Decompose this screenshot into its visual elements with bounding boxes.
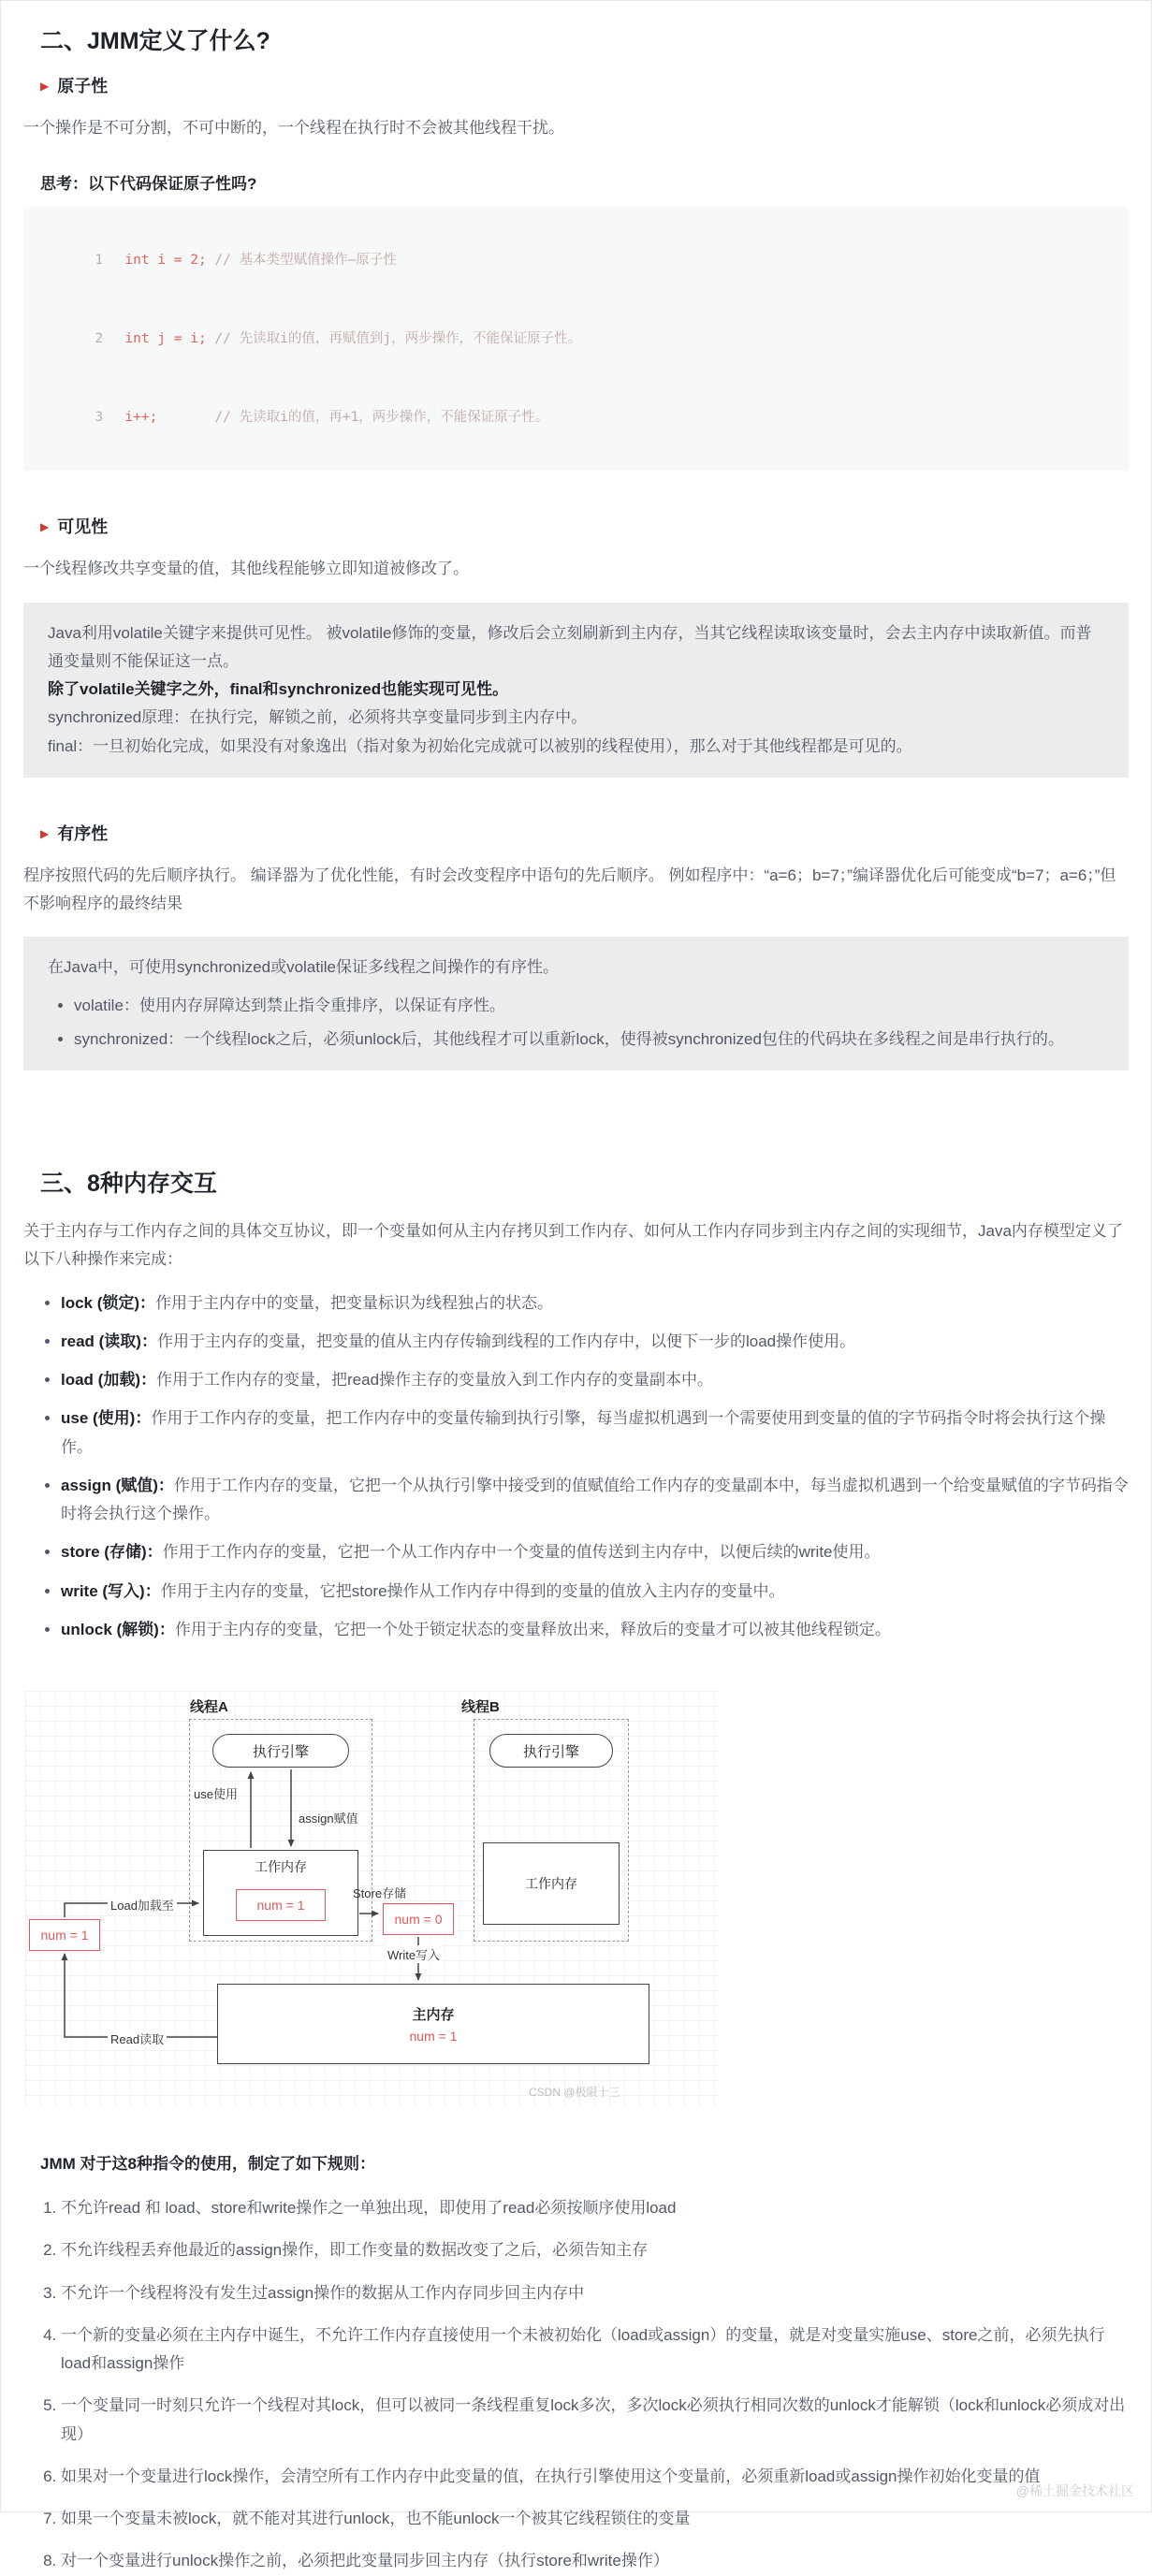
operation-term: lock (锁定)： [61, 1293, 156, 1312]
memory-operations-list [23, 1289, 1129, 1645]
rule-item: 1. 不允许read 和 load、store和write操作之一单独出现，即使用了read必须按顺序使用load [61, 2194, 1129, 2222]
operation-item [61, 1578, 1129, 1606]
code-comment: // 先读取i的值，再+1，两步操作，不能保证原子性。 [206, 410, 549, 426]
code-line-number: 3 [95, 410, 104, 426]
ordering-paragraph: 程序按照代码的先后顺序执行。 编译器为了优化性能，有时会改变程序中语句的先后顺序。 例如程序中：“a=6；b=7；”编译器优化后可能变成“b=7；a=6；”但不影响程序的最终结果 [23, 866, 1116, 912]
quote-intro: 在Java中，可使用synchronized或volatile保证多线程之间操作的有序性。 [48, 958, 559, 977]
use-arrow-label: use使用 [194, 1787, 238, 1801]
operation-desc: 作用于工作内存的变量，把工作内存中的变量传输到执行引擎，每当虚拟机遇到一个需要使用到变量的值的字节码指令时将会执行这个操作。 [61, 1409, 1106, 1456]
visibility-quote-box [23, 603, 1129, 778]
operation-term: load (加载)： [61, 1371, 156, 1389]
operation-item [61, 1472, 1129, 1529]
rule-item: 8. 对一个变量进行unlock操作之前，必须把此变量同步回主内存（执行store和write操作） [61, 2547, 1129, 2575]
quote-bullet: • volatile：使用内存屏障达到禁止指令重排序，以保证有序性。 [74, 992, 1104, 1020]
operation-term: read (读取)： [61, 1332, 157, 1350]
rule-item: 7. 如果一个变量未被lock，就不能对其进行unlock，也不能unlock一个被其它线程锁住的变量 [61, 2505, 1129, 2533]
thread-a-label: 线程A [190, 1699, 228, 1715]
num-value-box-a: num = 1 [236, 1889, 326, 1921]
section2-title: 二、JMM定义了什么? [40, 28, 270, 54]
thread-b-label: 线程B [461, 1699, 500, 1715]
heading-visibility-text: 可见性 [57, 517, 109, 537]
section3-title: 三、8种内存交互 [40, 1171, 217, 1197]
store-arrow-label: Store存储 [353, 1886, 407, 1900]
heading-atomicity-text: 原子性 [57, 77, 109, 95]
rules-title: JMM 对于这8种指令的使用，制定了如下规则： [40, 2155, 375, 2173]
operation-term: use (使用)： [61, 1409, 152, 1428]
operation-desc: 作用于主内存的变量，它把store操作从工作内存中得到的变量的值放入主内存的变量中。 [160, 1581, 785, 1600]
quote-line-bold: 除了volatile关键字之外，final和synchronized也能实现可见性。 [48, 680, 509, 698]
code-comment: // 基本类型赋值操作—原子性 [206, 253, 397, 269]
operation-desc: 作用于主内存的变量，把变量的值从主内存传输到线程的工作内存中，以便下一步的load操作使用。 [156, 1332, 856, 1350]
code-line [46, 299, 1106, 378]
operation-term: unlock (解锁)： [61, 1620, 175, 1638]
operation-item [61, 1616, 1129, 1644]
code-line-number: 1 [95, 253, 104, 269]
code-text: int i = 2; [124, 253, 207, 269]
triangle-marker-icon: ▶ [40, 826, 50, 840]
operation-term: assign (赋值)： [61, 1476, 174, 1494]
operation-desc: 作用于主内存的变量，它把一个处于锁定状态的变量释放出来，释放后的变量才可以被其他线程锁定。 [174, 1620, 891, 1638]
rule-item: 3. 不允许一个线程将没有发生过assign操作的数据从工作内存同步回主内存中 [61, 2279, 1129, 2307]
main-memory-box [217, 1984, 649, 2064]
atomicity-paragraph: 一个操作是不可分割，不可中断的，一个线程在执行时不会被其他线程干扰。 [23, 119, 564, 137]
operation-item [61, 1366, 1129, 1394]
rule-item: 2. 不允许线程丢弃他最近的assign操作，即工作变量的数据改变了之后，必须告知主存 [61, 2236, 1129, 2264]
rules-list [23, 2194, 1129, 2576]
operation-term: write (写入)： [61, 1581, 161, 1600]
execution-engine-a-box: 执行引擎 [212, 1734, 349, 1768]
working-memory-b-box: 工作内存 [483, 1842, 620, 1925]
operation-item [61, 1404, 1129, 1462]
code-comment: // 先读取i的值，再赋值到j，两步操作，不能保证原子性。 [206, 331, 582, 347]
operation-desc: 作用于工作内存的变量，把read操作主存的变量放入到工作内存的变量副本中。 [156, 1371, 714, 1389]
heading-atomicity [40, 73, 1129, 97]
code-text: i++; [124, 410, 207, 426]
operation-desc: 作用于工作内存的变量，它把一个从执行引擎中接受到的值赋值给工作内存的变量副本中，每当虚拟机遇到一个给变量赋值的字节码指令时将会执行这个操作。 [61, 1476, 1129, 1522]
num-value-box-left: num = 1 [29, 1919, 100, 1951]
main-memory-title: 主内存 [412, 2007, 455, 2023]
operation-term: store (存储)： [61, 1543, 163, 1562]
code-text: int j = i; [124, 331, 207, 347]
atomicity-question: 思考：以下代码保证原子性吗? [40, 175, 257, 194]
operation-desc: 作用于主内存中的变量，把变量标识为线程独占的状态。 [155, 1293, 554, 1312]
section3-intro: 关于主内存与工作内存之间的具体交互协议，即一个变量如何从主内存拷贝到工作内存、如何从工作内存同步到主内存之间的实现细节，Java内存模型定义了以下八种操作来完成： [23, 1222, 1123, 1269]
operation-item [61, 1538, 1129, 1566]
quote-line: synchronized原理：在执行完，解锁之前，必须将共享变量同步到主内存中。 [48, 708, 588, 727]
code-block [23, 207, 1129, 471]
num-value-box-store: num = 0 [383, 1903, 454, 1935]
page-watermark: @稀土掘金技术社区 [1015, 2483, 1134, 2498]
rule-item: 6. 如果对一个变量进行lock操作，会清空所有工作内存中此变量的值，在执行引擎使用这个变量前，必须重新load或assign操作初始化变量的值 [61, 2463, 1129, 2491]
operation-desc: 作用于工作内存的变量，它把一个从工作内存中一个变量的值传送到主内存中，以便后续的write使用。 [162, 1543, 881, 1562]
triangle-marker-icon: ▶ [40, 520, 50, 534]
read-arrow-label: Read读取 [108, 2030, 167, 2047]
rule-item: 4. 一个新的变量必须在主内存中诞生，不允许工作内存直接使用一个未被初始化（load或assign）的变量，就是对变量实施use、store之前，必须先执行load和assign操作 [61, 2321, 1129, 2379]
code-line [46, 221, 1106, 299]
execution-engine-b-box: 执行引擎 [489, 1734, 613, 1768]
triangle-marker-icon: ▶ [40, 80, 50, 93]
rule-item: 5. 一个变量同一时刻只允许一个线程对其lock，但可以被同一条线程重复lock多次，多次lock必须执行相同次数的unlock才能解锁（lock和unlock必须成对出现） [61, 2392, 1129, 2449]
jmm-memory-interaction-diagram [25, 1691, 718, 2107]
assign-arrow-label: assign赋值 [299, 1812, 358, 1826]
main-memory-value: num = 1 [409, 2029, 458, 2044]
operation-item [61, 1289, 1129, 1317]
diagram-watermark: CSDN @极限十三 [529, 2086, 620, 2099]
visibility-paragraph: 一个线程修改共享变量的值，其他线程能够立即知道被修改了。 [23, 560, 469, 578]
code-line [46, 378, 1106, 457]
quote-line: final：一旦初始化完成，如果没有对象逸出（指对象为初始化完成就可以被别的线程使用），那么对于其他线程都是可见的。 [48, 736, 912, 755]
heading-ordering [40, 821, 1129, 845]
operation-item [61, 1328, 1129, 1356]
ordering-quote-box [23, 937, 1129, 1070]
working-memory-a-box: 工作内存 [203, 1850, 358, 1936]
heading-visibility [40, 514, 1129, 538]
load-arrow-label: Load加载至 [108, 1896, 177, 1914]
write-arrow-label: Write写入 [385, 1945, 443, 1963]
heading-ordering-text: 有序性 [57, 823, 109, 843]
quote-line: Java利用volatile关键字来提供可见性。 被volatile修饰的变量，修改后会立刻刷新到主内存，当其它线程读取该变量时，会去主内存中读取新值。而普通变量则不能保证这一点。 [48, 623, 1092, 670]
code-line-number: 2 [95, 331, 104, 347]
quote-bullet: • synchronized：一个线程lock之后，必须unlock后，其他线程才可以重新lock，使得被synchronized包住的代码块在多线程之间是串行执行的。 [74, 1026, 1104, 1054]
